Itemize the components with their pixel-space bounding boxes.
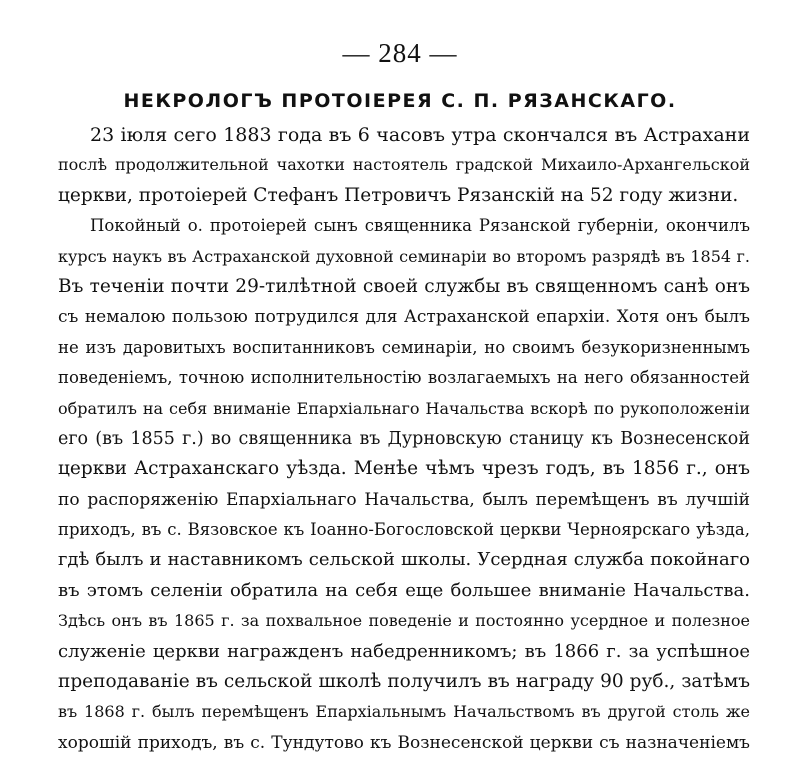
- text-line: послѣ продолжительной чахотки настоятель градской Михаило-Архангельской: [58, 155, 750, 175]
- text-line: преподаваніе въ сельской школѣ получилъ въ награду 90 руб., затѣмъ: [58, 671, 750, 693]
- text-line: поведеніемъ, точною исполнительностію возлагаемыхъ на него обязанностей: [58, 368, 750, 388]
- text-line: Покойный о. протоіерей сынъ священника Рязанской губерніи, окончилъ: [90, 216, 750, 236]
- text-line: 23 іюля сего 1883 года въ 6 часовъ утра скончался въ Астрахани: [90, 124, 750, 146]
- text-line: курсъ наукъ въ Астраханской духовной семинаріи во второмъ разрядѣ въ 1854 г.: [58, 246, 750, 266]
- text-line: по распоряженію Епархіальнаго Начальства, былъ перемѣщенъ въ лучшій: [58, 489, 750, 510]
- text-line: церкви, протоіерей Стефанъ Петровичъ Рязанскій на 52 году жизни.: [58, 184, 739, 206]
- text-line: церкви Астраханскаго уѣзда. Менѣе чѣмъ чрезъ годъ, въ 1856 г., онъ: [58, 458, 750, 480]
- text-line: въ 1868 г. былъ перемѣщенъ Епархіальнымъ Начальствомъ въ другой столь же: [58, 702, 750, 722]
- text-line: обратилъ на себя вниманіе Епархіальнаго Начальства вскорѣ по рукоположеніи: [58, 398, 750, 418]
- text-line: его (въ 1855 г.) во священника въ Дурновскую станицу къ Вознесенской: [58, 428, 750, 449]
- text-line: съ немалою пользою потрудился для Астраханской епархіи. Хотя онъ былъ: [58, 307, 750, 328]
- obituary-title: НЕКРОЛОГЪ ПРОТОІЕРЕЯ С. П. РЯЗАНСКАГО.: [123, 90, 677, 112]
- text-line: не изъ даровитыхъ воспитанниковъ семинаріи, но своимъ безукоризненнымъ: [58, 337, 750, 357]
- text-line: служеніе церкви награжденъ набедренникомъ; въ 1866 г. за успѣшное: [58, 640, 750, 662]
- text-line: Въ теченіи почти 29-тилѣтной своей службы въ священномъ санѣ онъ: [58, 275, 750, 297]
- text-line: хорошій приходъ, въ с. Тундутово къ Вознесенской церкви съ назначеніемъ: [58, 732, 750, 753]
- text-line: гдѣ былъ и наставникомъ сельской школы. Усердная служба покойнаго: [58, 549, 750, 571]
- text-line: въ этомъ селеніи обратила на себя еще большее вниманіе Начальства.: [58, 579, 750, 601]
- text-line: Здѣсь онъ въ 1865 г. за похвальное поведеніе и постоянно усердное и полезное: [58, 611, 750, 631]
- page-number: — 284 —: [342, 38, 458, 68]
- text-line: приходъ, въ с. Вязовское къ Іоанно-Богословской церкви Черноярскаго уѣзда,: [58, 520, 750, 540]
- obituary-body: [58, 120, 750, 758]
